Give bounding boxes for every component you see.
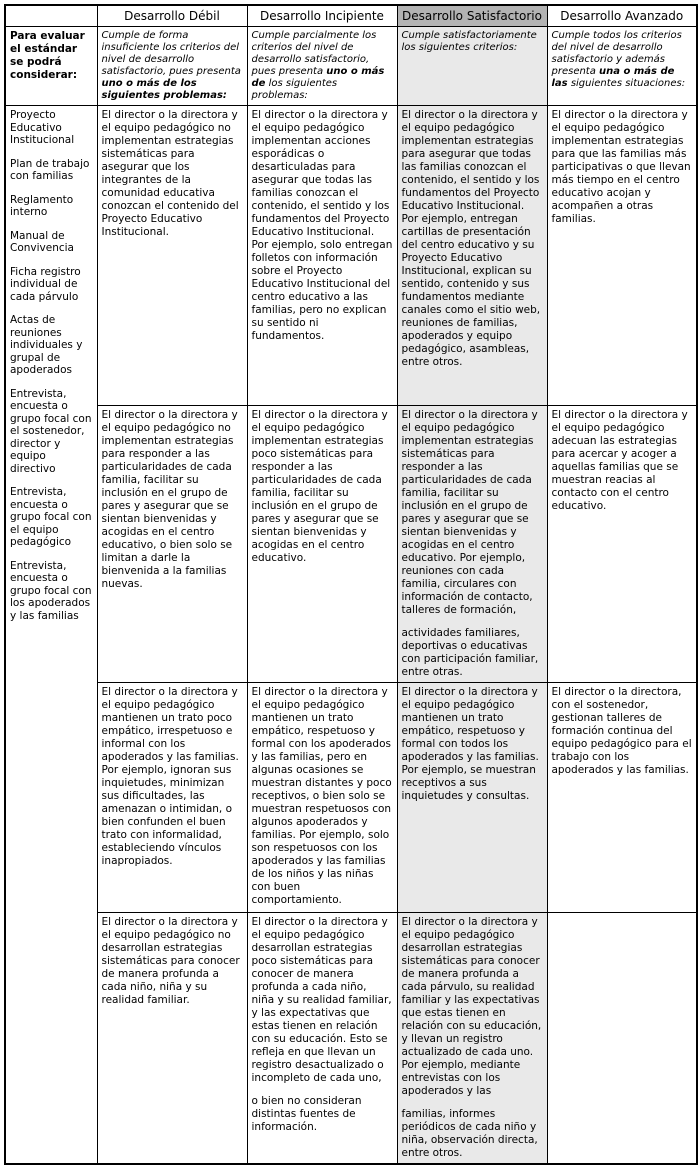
descriptor-satisfactorio — [397, 27, 547, 106]
cell-r3-satisfactorio — [397, 683, 547, 913]
criterion-row-3 — [5, 683, 697, 913]
header-desarrollo-satisfactorio: Desarrollo Satisfactorio — [397, 5, 547, 27]
header-desarrollo-debil: Desarrollo Débil — [97, 5, 247, 27]
descriptor-text: Cumple satisfactoriamente los siguientes criterios: — [401, 30, 537, 53]
criterion-text: El director o la directora y el equipo pedagógico implementan estrategias para que las familias más participativas o que llevan más tiempo en el centro educativo acojan y acompañen a otras familias. — [551, 109, 691, 225]
cell-r4-incipiente — [247, 913, 397, 1165]
cell-r3-incipiente — [247, 683, 397, 913]
criterion-text: El director o la directora y el equipo pedagógico no desarrollan estrategias sistemáticas para conocer de manera profunda a cada niño, niña y su realidad familiar. — [101, 916, 240, 1006]
header-row — [5, 5, 697, 27]
descriptor-bold-text: uno o más de — [251, 66, 385, 89]
cell-r4-satisfactorio — [397, 913, 547, 1165]
criterion-text: El director o la directora y el equipo pedagógico desarrollan estrategias poco sistemáticas para conocer de manera profunda a cada niño, niña y su realidad familiar, y las expectativas que estas tienen en relación con su educación. Esto se refleja en que llevan un registro desactualizado o incompleto de cada uno, — [251, 916, 392, 1084]
criterion-text: El director o la directora y el equipo pedagógico implementan estrategias poco sistemáticas para responder a las particularidades de cada familia, facilitar su inclusión en el grupo de pares y asegurar que se sientan bienvenidas y acogidas en el centro educativo. — [251, 409, 388, 564]
evidence-item: Ficha registro individual de cada párvulo — [10, 265, 81, 303]
descriptor-text: Cumple de forma insuficiente los criterios del nivel de desarrollo satisfactorio, pues presenta — [101, 30, 241, 77]
evidence-item: Reglamento interno — [10, 193, 74, 218]
criterion-text: El director o la directora y el equipo pedagógico mantienen un trato empático, respetuoso y formal con todos los apoderados y las familias. Por ejemplo, se muestran receptivos a sus inquietudes y consultas. — [401, 686, 539, 802]
criterion-text: El director o la directora y el equipo pedagógico no implementan estrategias sistemáticas para asegurar que los integrantes de la comunidad educativa conozcan el contenido del Proyecto Educativo Institucional. — [101, 109, 239, 238]
cell-r1-avanzado — [547, 106, 697, 406]
criterion-text: El director o la directora y el equipo pedagógico desarrollan estrategias sistemáticas para conocer de manera profunda a cada párvulo, su realidad familiar y las expectativas que estas tienen en relación con su educación, y llevan un registro actualizado de cada uno. Por ejemplo, mediante entrevistas con los apoderados y las — [401, 916, 542, 1097]
criterion-text: familias, informes periódicos de cada niño y niña, observación directa, entre otros. — [401, 1108, 538, 1159]
cell-r4-avanzado — [547, 913, 697, 1165]
criterion-text: o bien no consideran distintas fuentes de información. — [251, 1095, 362, 1133]
cell-r1-incipiente — [247, 106, 397, 406]
descriptor-text: Cumple todos los criterios del nivel de desarrollo satisfactorio y además presenta — [551, 30, 682, 77]
descriptor-row — [5, 27, 697, 106]
cell-r2-incipiente — [247, 406, 397, 683]
descriptor-avanzado — [547, 27, 697, 106]
cell-r2-satisfactorio — [397, 406, 547, 683]
evidence-item: Entrevista, encuesta o grupo focal con los apoderados y las familias — [10, 559, 92, 622]
descriptor-bold-text: uno o más de los siguientes problemas: — [101, 78, 227, 101]
descriptor-text: siguientes situaciones: — [567, 78, 686, 89]
criterion-text: actividades familiares, deportivas o educativas con participación familiar, entre otras. — [401, 627, 539, 678]
cell-r2-avanzado — [547, 406, 697, 683]
criterion-row-1 — [5, 106, 697, 406]
evidence-item: Entrevista, encuesta o grupo focal con el sostenedor, director y equipo directivo — [10, 387, 92, 475]
criterion-text: El director o la directora y el equipo pedagógico implementan estrategias sistemáticas para responder a las particularidades de cada familia, facilitar su inclusión en el grupo de pares y asegurar que se sientan bienvenidas y acogidas en el centro educativo. Por ejemplo, reuniones con cada familia, circulares con información de contacto, talleres de formación, — [401, 409, 538, 616]
criterion-row-2 — [5, 406, 697, 683]
descriptor-bold-text: una o más de las — [551, 66, 675, 89]
descriptor-debil — [97, 27, 247, 106]
cell-r1-satisfactorio — [397, 106, 547, 406]
cell-r2-debil — [97, 406, 247, 683]
header-desarrollo-incipiente: Desarrollo Incipiente — [247, 5, 397, 27]
criterion-text: El director o la directora, con el sostenedor, gestionan talleres de formación continua del equipo pedagógico para el trabajo con los apoderados y las familias. — [551, 686, 692, 776]
cell-r3-debil — [97, 683, 247, 913]
evidence-item: Actas de reuniones individuales y grupal de apoderados — [10, 314, 83, 376]
header-desarrollo-avanzado: Desarrollo Avanzado — [547, 5, 697, 27]
evidence-list — [5, 106, 97, 1165]
descriptor-text: Cumple parcialmente los criterios del nivel de desarrollo satisfactorio, pues presenta — [251, 30, 377, 77]
descriptor-incipiente — [247, 27, 397, 106]
evidence-item: Plan de trabajo con familias — [10, 157, 90, 182]
descriptor-text: los siguientes problemas: — [251, 78, 338, 101]
criterion-row-4 — [5, 913, 697, 1165]
criterion-text: El director o la directora y el equipo pedagógico no implementan estrategias para responder a las particularidades de cada familia, facilitar su inclusión en el grupo de pares y asegurar que se sientan bienvenidas y acogidas en el centro educativo, o bien solo se limitan a darle la bienvenida a la familias nuevas. — [101, 409, 238, 590]
consider-label: Para evaluar el estándar se podrá considerar: — [5, 27, 97, 106]
evidence-item: Proyecto Educativo Institucional — [10, 109, 75, 146]
criterion-text: El director o la directora y el equipo pedagógico implementan acciones esporádicas o desarticuladas para asegurar que todas las familias conozcan el contenido, el sentido y los fundamentos del Proyecto Educativo Institucional. Por ejemplo, solo entregan folletos con información sobre el Proyecto Educativo Institucional del centro educativo a las familias, pero no explican su sentido ni fundamentos. — [251, 109, 393, 342]
cell-r1-debil — [97, 106, 247, 406]
corner-cell — [5, 5, 97, 27]
cell-r3-avanzado — [547, 683, 697, 913]
rubric-table — [4, 4, 698, 1165]
criterion-text: El director o la directora y el equipo pedagógico mantienen un trato empático, respetuoso y formal con los apoderados y las familias, pero en algunas ocasiones se muestran distantes y poco receptivos, o bien solo se muestran respetuosos con algunos apoderados y familias. Por ejemplo, solo son respetuosos con los apoderados y las familias de los niños y las niñas con buen comportamiento. — [251, 686, 392, 906]
evidence-item: Manual de Convivencia — [10, 229, 74, 254]
criterion-text: El director o la directora y el equipo pedagógico adecuan las estrategias para acercar y acoger a aquellas familias que se muestran reacias al contacto con el centro educativo. — [551, 409, 688, 512]
cell-r4-debil — [97, 913, 247, 1165]
criterion-text: El director o la directora y el equipo pedagógico implementan estrategias para asegurar que todas las familias conozcan el contenido, el sentido y los fundamentos del Proyecto Educativo Institucional. Por ejemplo, entregan cartillas de presentación del centro educativo y su Proyecto Educativo Institucional, explican su sentido, contenido y sus fundamentos mediante canales como el sitio web, reuniones de familias, apoderados y equipo pedagógico, asambleas, entre otros. — [401, 109, 541, 368]
evidence-item: Entrevista, encuesta o grupo focal con el equipo pedagógico — [10, 486, 92, 548]
criterion-text: El director o la directora y el equipo pedagógico mantienen un trato poco empático, irrespetuoso e informal con los apoderados y las familias. Por ejemplo, ignoran sus inquietudes, minimizan sus dificultades, las amenazan o intimidan, o bien confunden el buen trato con informalidad, estableciendo vínculos inapropiados. — [101, 686, 239, 867]
